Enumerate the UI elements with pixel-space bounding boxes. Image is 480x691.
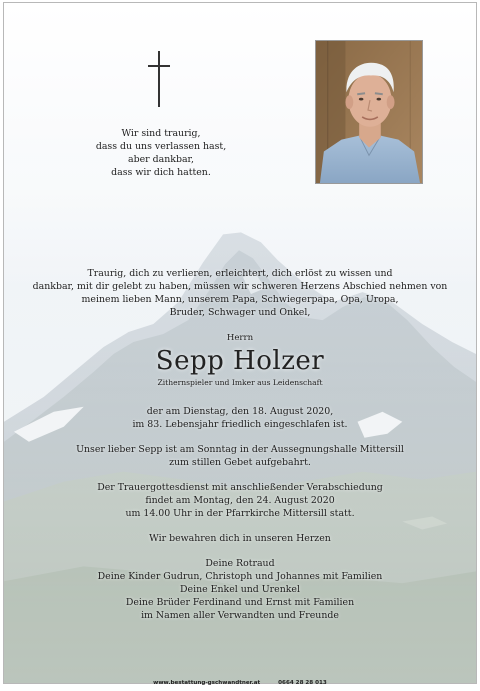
mourner-line: im Namen aller Verwandten und Freunde [4,609,476,622]
parte-card [3,2,477,684]
death-info-line: im 83. Lebensjahr friedlich eingeschlafen ist. [4,418,476,431]
mourners-list [4,557,476,622]
footer-phone: 0664 28 28 013 [278,680,327,686]
closing-line: Wir bewahren dich in unseren Herzen [4,532,476,545]
service-info-line: Der Trauergottesdienst mit anschließender Verabschiedung [4,481,476,494]
main-text-line: Bruder, Schwager und Onkel, [4,306,476,319]
mourner-line: Deine Rotraud [4,557,476,570]
main-text-line: meinem lieben Mann, unserem Papa, Schwiegerpapa, Opa, Uropa, [4,293,476,306]
service-info-line: um 14.00 Uhr in der Pfarrkirche Mittersill statt. [4,507,476,520]
portrait-photo [315,40,423,184]
main-text [4,267,476,319]
main-text-line: Traurig, dich zu verlieren, erleichtert, dich erlöst zu wissen und [4,267,476,280]
death-info [4,405,476,431]
intro-verse-line: Wir sind traurig, [68,127,254,140]
deceased-subtitle: Zithernspieler und Imker aus Leidenschaft [4,377,476,388]
cross-icon [148,51,170,107]
intro-verse-line: aber dankbar, [68,153,254,166]
intro-verse-line: dass wir dich hatten. [68,166,254,179]
intro-verse-line: dass du uns verlassen hast, [68,140,254,153]
service-info-line: findet am Montag, den 24. August 2020 [4,494,476,507]
viewing-info-line: zum stillen Gebet aufgebahrt. [4,456,476,469]
footer-website: www.bestattung-gschwandtner.at [153,680,260,686]
main-text-line: dankbar, mit dir gelebt zu haben, müssen wir schweren Herzens Abschied nehmen von [4,280,476,293]
viewing-info [4,443,476,469]
footer [0,680,480,687]
notice-body [4,267,476,622]
salutation: Herrn [4,332,476,344]
intro-verse [68,127,254,179]
service-info [4,481,476,520]
viewing-info-line: Unser lieber Sepp ist am Sonntag in der Aussegnungshalle Mittersill [4,443,476,456]
death-info-line: der am Dienstag, den 18. August 2020, [4,405,476,418]
mourner-line: Deine Enkel und Urenkel [4,583,476,596]
mourner-line: Deine Brüder Ferdinand und Ernst mit Familien [4,596,476,609]
deceased-name: Sepp Holzer [4,346,476,376]
mourner-line: Deine Kinder Gudrun, Christoph und Johannes mit Familien [4,570,476,583]
